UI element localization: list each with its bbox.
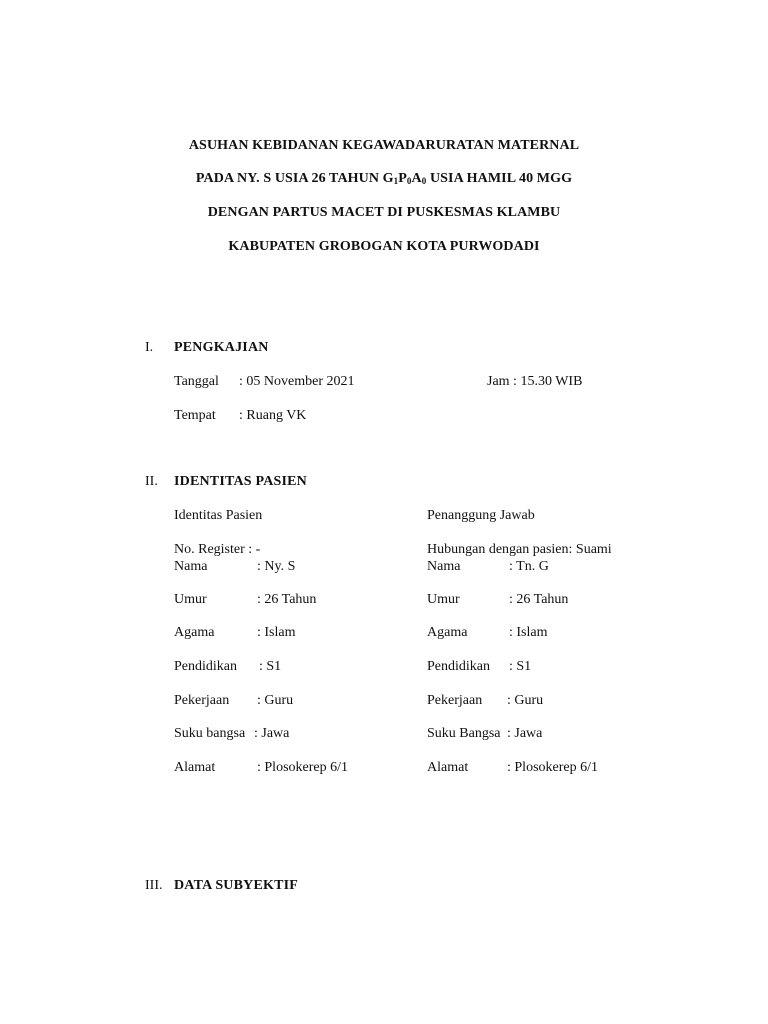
title-line-1: ASUHAN KEBIDANAN KEGAWADARURATAN MATERNAL [188, 138, 580, 153]
patient-value-alamat: : Plosokerep 6/1 [257, 760, 348, 775]
title-p: P [398, 171, 407, 186]
jam-value: Jam : 15.30 WIB [487, 374, 583, 389]
title-line-2 [0, 171, 768, 187]
title-g-sub: 1 [393, 176, 399, 186]
guardian-value-suku: : Jawa [507, 726, 543, 741]
patient-value-umur: : 26 Tahun [257, 592, 317, 607]
patient-value-suku: : Jawa [254, 726, 290, 741]
section-2-number: II. [145, 474, 158, 489]
tanggal-value: : 05 November 2021 [239, 374, 355, 389]
guardian-label-nama: Nama [427, 559, 461, 574]
title-line-2-pre: PADA NY. S USIA 26 TAHUN G [195, 171, 394, 186]
guardian-value-umur: : 26 Tahun [509, 592, 569, 607]
title-a-sub: 0 [421, 176, 427, 186]
hubungan-pasien: Hubungan dengan pasien: Suami [427, 542, 612, 557]
patient-value-pendidikan: : S1 [259, 659, 282, 674]
guardian-label-umur: Umur [427, 592, 460, 607]
patient-label-nama: Nama [174, 559, 208, 574]
title-line-4: KABUPATEN GROBOGAN KOTA PURWODADI [228, 239, 540, 254]
guardian-value-alamat: : Plosokerep 6/1 [507, 760, 598, 775]
title-line-3: DENGAN PARTUS MACET DI PUSKESMAS KLAMBU [207, 205, 561, 220]
guardian-value-pekerjaan: : Guru [507, 693, 544, 708]
section-1-title: PENGKAJIAN [174, 340, 269, 355]
guardian-label-suku: Suku Bangsa [427, 726, 501, 741]
penanggung-jawab-header: Penanggung Jawab [427, 508, 535, 523]
patient-label-suku: Suku bangsa [174, 726, 246, 741]
section-1-number: I. [145, 340, 154, 355]
guardian-value-nama: : Tn. G [509, 559, 549, 574]
tempat-value: : Ruang VK [239, 408, 307, 423]
no-register: No. Register : - [174, 542, 261, 557]
guardian-label-pekerjaan: Pekerjaan [427, 693, 483, 708]
guardian-value-pendidikan: : S1 [509, 659, 532, 674]
patient-value-agama: : Islam [257, 625, 296, 640]
patient-label-pekerjaan: Pekerjaan [174, 693, 230, 708]
section-3-number: III. [145, 878, 163, 893]
section-2-title: IDENTITAS PASIEN [174, 474, 307, 489]
patient-label-alamat: Alamat [174, 760, 216, 775]
patient-value-pekerjaan: : Guru [257, 693, 294, 708]
patient-value-nama: : Ny. S [257, 559, 296, 574]
guardian-label-pendidikan: Pendidikan [427, 659, 490, 674]
tanggal-label: Tanggal [174, 374, 219, 389]
section-3-title: DATA SUBYEKTIF [174, 878, 299, 893]
guardian-value-agama: : Islam [509, 625, 548, 640]
guardian-label-alamat: Alamat [427, 760, 469, 775]
identitas-pasien-header: Identitas Pasien [174, 508, 263, 523]
patient-label-agama: Agama [174, 625, 215, 640]
patient-label-umur: Umur [174, 592, 207, 607]
tempat-label: Tempat [174, 408, 216, 423]
title-line-2-post: USIA HAMIL 40 MGG [426, 171, 573, 186]
title-a: A [411, 171, 422, 186]
patient-label-pendidikan: Pendidikan [174, 659, 237, 674]
guardian-label-agama: Agama [427, 625, 468, 640]
title-p-sub: 0 [406, 176, 412, 186]
